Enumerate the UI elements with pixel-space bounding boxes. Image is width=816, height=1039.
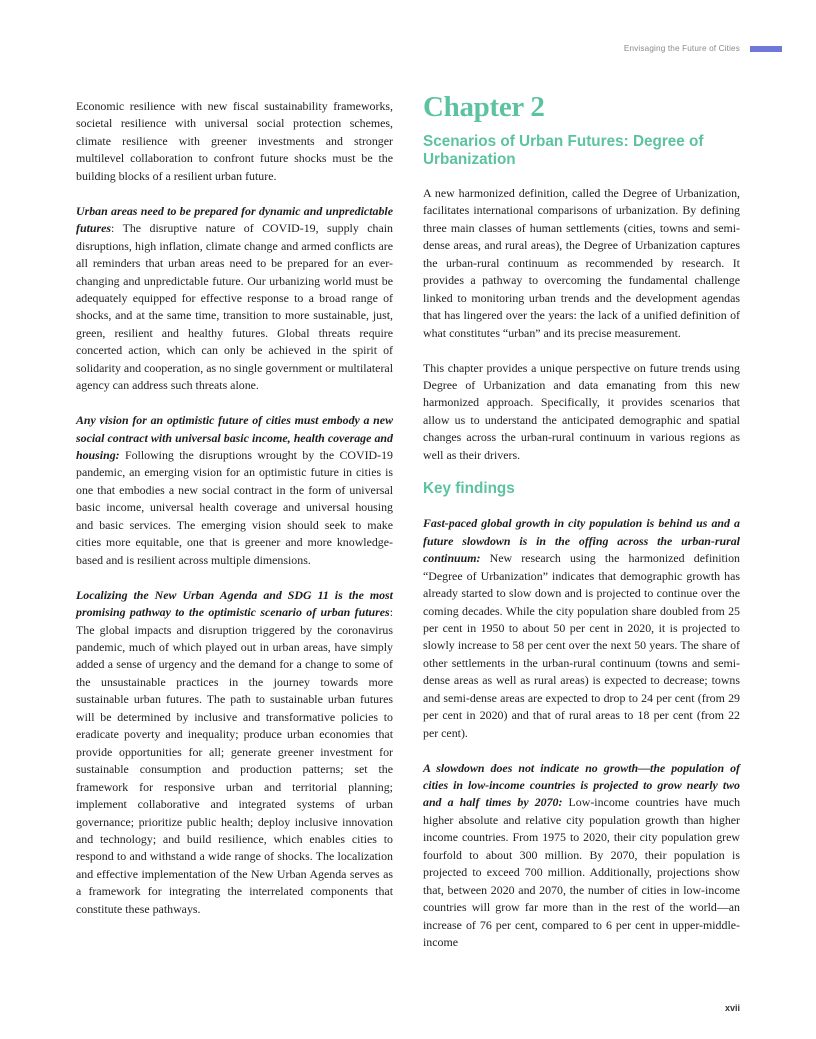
paragraph-lead: Localizing the New Urban Agenda and SDG 11 is the most promising pathway to the optimistic scenario of urban futures <box>76 587 393 620</box>
finding-paragraph-1 <box>423 515 740 742</box>
left-column <box>76 98 393 918</box>
paragraph-lead: A slowdown does not indicate no growth—the population of cities in low-income countries is projected to grow nearly two and a half times by 2070: <box>423 760 740 810</box>
paragraph-lead: Urban areas need to be prepared for dynamic and unpredictable futures <box>76 203 393 236</box>
paragraph-body: : The global impacts and disruption triggered by the coronavirus pandemic, much of which played out in urban areas, have simply added a sense of urgency and the demand for a change to some of the unsustainable practices in the journey towards more sustainable urban futures. The path to sustainable urban futures will be determined by inclusive and transformative policies to eradicate poverty and inequality; produce urban economies that provide opportunities for all; generate greener investment for sustainable consumption and production patterns; set the framework for responsive urban and territorial planning; implement collaborative and integrated systems of urban governance; prioritize public health; deploy inclusive innovation and technology; and build resilience, which enables cities to respond to and withstand a wide range of shocks. The localization and effective implementation of the New Urban Agenda serves as a framework for integrating the interrelated components that constitute these pathways. <box>76 605 393 916</box>
paragraph-body: : The disruptive nature of COVID-19, supply chain disruptions, high inflation, climate change and armed conflicts are all reminders that urban areas need to be prepared for an ever-changing and unpredictable future. Our urbanizing world must be adequately equipped for effective response to a broad range of shocks, and at the same time, transition to more sustainable, just, green, resilient and healthy futures. Global threats require concerted action, which can only be achieved in the spirit of solidarity and cooperation, as no single government or multilateral agency can address such threats alone. <box>76 221 393 393</box>
paragraph-prepared-futures <box>76 203 393 395</box>
chapter-subtitle: Scenarios of Urban Futures: Degree of Urbanization <box>423 133 704 168</box>
paragraph-economic-resilience: Economic resilience with new fiscal sustainability frameworks, societal resilience with universal social protection schemes, climate resilience with greener investments and stronger multilevel collaboration to confront future shocks must be the building blocks of a resilient urban future. <box>76 99 393 183</box>
right-column <box>423 91 741 952</box>
paragraph-body: New research using the harmonized definition “Degree of Urbanization” indicates that demographic growth has already started to slow down and is projected to continue over the coming decades. While the city population share doubled from 25 per cent in 1950 to about 50 per cent in 2020, it is projected to slowly increase to 58 per cent over the next 50 years. The share of other settlements in the urban-rural continuum (towns and semi-dense areas as well as rural areas) is expected to decrease; towns and semi-dense areas are expected to drop to 24 per cent (from 29 per cent in 2020) and that of rural areas to 18 per cent (from 22 per cent). <box>423 551 740 740</box>
finding-paragraph-2 <box>423 760 740 952</box>
intro-paragraph-1: A new harmonized definition, called the Degree of Urbanization, facilitates international comparisons of urbanization. By defining three main classes of human settlements (cities, towns and semi-dense areas, and rural areas), the Degree of Urbanization captures the urban-rural continuum as recommended by research. It provides a pathway to overcoming the fundamental challenge linked to monitoring urban trends and the development agendas that has lingered over the years: the lack of a unified definition of what constitutes “urban” and its precise measurement. <box>423 186 740 340</box>
paragraph-body: Low-income countries have much higher absolute and relative city population growth than higher income countries. From 1975 to 2020, their city population grew fourfold to about 300 million. By 2070, their population is projected to exceed 700 million. Additionally, projections show that, between 2020 and 2070, the number of cities in low-income countries will grow far more than in the rest of the world—an increase of 76 per cent, compared to 6 per cent in upper-middle-income <box>423 795 741 950</box>
intro-paragraph-2: This chapter provides a unique perspective on future trends using Degree of Urbanization and data emanating from this new harmonized approach. Specifically, it provides scenarios that allow us to understand the anticipated demographic and spatial changes across the urban-rural continuum in various regions as well as their drivers. <box>423 360 740 462</box>
chapter-title: Chapter 2 <box>423 91 545 123</box>
header-accent-bar <box>750 46 782 52</box>
paragraph-lead: Fast-paced global growth in city population is behind us and a future slowdown is in the offing across the urban-rural continuum: <box>423 516 740 566</box>
running-title: Envisaging the Future of Cities <box>623 44 740 53</box>
running-header <box>624 44 782 53</box>
paragraph-localizing-agenda <box>76 587 393 919</box>
paragraph-body: Following the disruptions wrought by the COVID-19 pandemic, an emerging vision for an optimistic future in cities is one that embodies a new social contract in the form of universal basic income, universal health coverage and universal housing and basic services. The emerging vision should seek to make cities more equitable, one that is greener and more knowledge-based and is resilient across multiple dimensions. <box>76 448 393 567</box>
paragraph-social-contract <box>76 412 393 569</box>
paragraph-lead: Any vision for an optimistic future of cities must embody a new social contract with universal basic income, health coverage and housing: <box>76 413 393 463</box>
page-number: xvii <box>724 1003 740 1013</box>
key-findings-heading: Key findings <box>423 480 515 498</box>
